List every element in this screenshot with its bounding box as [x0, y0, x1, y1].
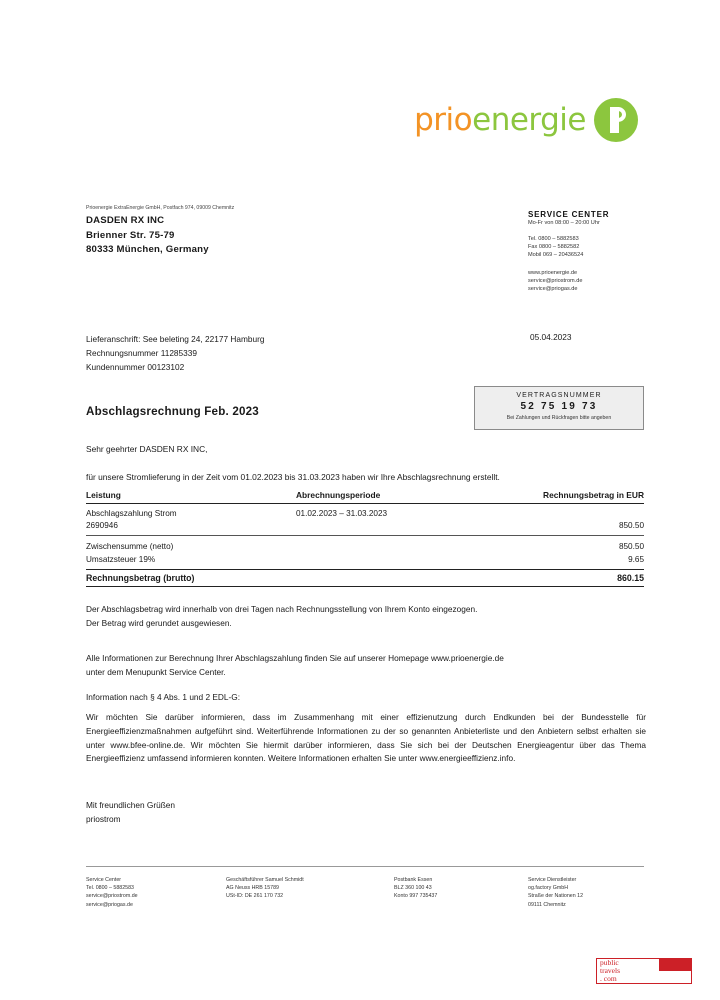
total-value: 860.15: [617, 573, 644, 583]
footer-column-service: [86, 876, 226, 909]
logo-text-energie: energie: [472, 102, 586, 138]
logo-text-prio: prio: [414, 102, 473, 138]
subtotal-value: 850.50: [618, 542, 644, 551]
sender-address-line: Prioenergie ExtraEnergie GmbH, Postfach 974, 09009 Chemnitz: [86, 205, 235, 211]
row-leistung-id: 2690946: [86, 521, 118, 530]
recipient-line-3: 80333 München, Germany: [86, 244, 209, 255]
footer-c2-l3: USt-ID: DE 261 170 732: [226, 893, 284, 900]
homepage-paragraph: [86, 652, 646, 679]
tax-row: [86, 553, 644, 570]
total-label: Rechnungsbetrag (brutto): [86, 573, 195, 583]
service-center-mail-gas[interactable]: service@priogas.de: [528, 286, 578, 293]
contract-number-value: 52 75 19 73: [520, 401, 598, 412]
service-center-phones: [528, 235, 688, 260]
page-title: Abschlagsrechnung Feb. 2023: [86, 405, 259, 418]
footer-c1-l2: Tel. 0800 – 5882583: [86, 885, 135, 892]
footer-c1-l1: Service Center: [86, 877, 122, 883]
footer-c3-l3: Konto 997 735437: [394, 893, 438, 900]
footer-c2-l1: Geschäftsführer Samuel Schmidt: [226, 877, 304, 883]
table-row: [86, 504, 644, 536]
row-leistung: [86, 508, 296, 532]
closing-signature: priostrom: [86, 814, 121, 824]
footer-c1-l4: service@priogas.de: [86, 901, 133, 908]
watermark-line-1: public: [600, 958, 619, 967]
table-header-row: [86, 490, 644, 504]
charges-table: [86, 490, 644, 587]
homepage-line-1: Alle Informationen zur Berechnung Ihrer Abschlagszahlung finden Sie auf unserer Homepage www.prioenergie.de: [86, 653, 504, 663]
watermark-line-3: . com: [600, 974, 617, 983]
contract-number-label: VERTRAGSNUMMER: [516, 392, 602, 399]
salutation: Sehr geehrter DASDEN RX INC,: [86, 444, 208, 454]
service-center-mobil: Mobil 069 – 20436524: [528, 252, 584, 259]
watermark-badge: [596, 958, 692, 984]
watermark-text: [597, 959, 659, 983]
service-center-tel: Tel. 0800 – 5882583: [528, 236, 579, 242]
footer-c4-l1: Service Dienstleister: [528, 877, 577, 883]
leaf-circle-icon: [594, 98, 638, 142]
direct-debit-paragraph: [86, 603, 646, 630]
direct-debit-line-1: Der Abschlagsbetrag wird innerhalb von drei Tagen nach Rechnungsstellung von Ihrem Konto eingezogen.: [86, 604, 478, 614]
total-row: [86, 570, 644, 587]
footer-divider: [86, 866, 644, 867]
service-center-hours: Mo-Fr von 08:00 – 20:00 Uhr: [528, 220, 600, 226]
document-date: 05.04.2023: [530, 332, 572, 342]
service-center-contacts: [528, 269, 688, 294]
contract-number-hint: Bei Zahlungen und Rückfragen bitte angeben: [506, 415, 612, 421]
recipient-line-2: Brienner Str. 75-79: [86, 229, 175, 241]
service-center-web[interactable]: www.prioenergie.de: [528, 269, 578, 276]
footer-c3-l1: Postbank Essen: [394, 877, 433, 883]
footer-c4-l3: Straße der Nationen 12: [528, 893, 584, 900]
customer-number: Kundennummer 00123102: [86, 362, 185, 372]
service-center-block: [528, 210, 688, 293]
subtotal-label: Zwischensumme (netto): [86, 542, 174, 551]
footer-column-bank: [394, 876, 524, 901]
footer-c1-l3: service@priostrom.de: [86, 893, 138, 900]
footer-c3-l2: BLZ 360 100 43: [394, 885, 432, 892]
row-leistung-title: Abschlagszahlung Strom: [86, 509, 177, 518]
footer-c2-l2: AG Neuss HRB 15789: [226, 885, 279, 892]
table-header-leistung: Leistung: [86, 490, 121, 500]
delivery-address: Lieferanschrift: See beleting 24, 22177 Hamburg: [86, 334, 265, 344]
row-betrag: 850.50: [618, 521, 644, 530]
edlg-body: Wir möchten Sie darüber informieren, dass im Zusammenhang mit einer effizienutzung durch Endkunden bei der Bundesstelle für Energieeffizienzmaßnahmen aufgeführt sind. Weiterführende Informationen zu der so genannten Anbieterliste und den Anbietern selbst erhalten sie unter www.bfee-online.de. Wir möchten Sie hiermit darüber informieren, dass Sie sich bei der Deutschen Energieagentur über das Thema Energieeffizienz umfassend informieren konnten. Weitere Informationen erhalten Sie unter www.energieeffizienz.info.: [86, 712, 646, 764]
service-center-mail-strom[interactable]: service@priostrom.de: [528, 277, 583, 284]
document-references: [86, 332, 416, 374]
table-header-periode: Abrechnungsperiode: [296, 490, 381, 500]
watermark-line-2: travels: [600, 966, 620, 975]
footer-c4-l4: 09111 Chemnitz: [528, 901, 566, 908]
company-logo: [386, 92, 638, 148]
invoice-number: Rechnungsnummer 11285339: [86, 348, 198, 358]
row-periode: 01.02.2023 – 31.03.2023: [296, 509, 388, 518]
closing-greeting: Mit freundlichen Grüßen: [86, 800, 176, 810]
footer-column-provider: [528, 876, 678, 909]
footer-column-company: [226, 876, 376, 901]
homepage-line-2: unter dem Menupunkt Service Center.: [86, 666, 226, 677]
tax-value: 9.65: [628, 555, 644, 564]
watermark-flag-icon: [659, 959, 691, 983]
contract-number-box: [474, 386, 644, 430]
edlg-title: Information nach § 4 Abs. 1 und 2 EDL-G:: [86, 692, 241, 702]
table-header-betrag: Rechnungsbetrag in EUR: [543, 490, 644, 500]
subtotal-row: [86, 540, 644, 553]
direct-debit-line-2: Der Betrag wird gerundet ausgewiesen.: [86, 617, 232, 628]
service-center-fax: Fax 0800 – 5882582: [528, 244, 580, 251]
recipient-line-1: DASDEN RX INC: [86, 215, 165, 226]
footer-c4-l2: og.factory GmbH: [528, 885, 569, 892]
tax-label: Umsatzsteuer 19%: [86, 555, 156, 564]
recipient-address: [86, 214, 386, 258]
closing-block: [86, 798, 386, 826]
service-center-title: SERVICE CENTER: [528, 210, 610, 219]
intro-paragraph: für unsere Stromlieferung in der Zeit vom 01.02.2023 bis 31.03.2023 haben wir Ihre Abschlagsrechnung erstellt.: [86, 472, 500, 482]
